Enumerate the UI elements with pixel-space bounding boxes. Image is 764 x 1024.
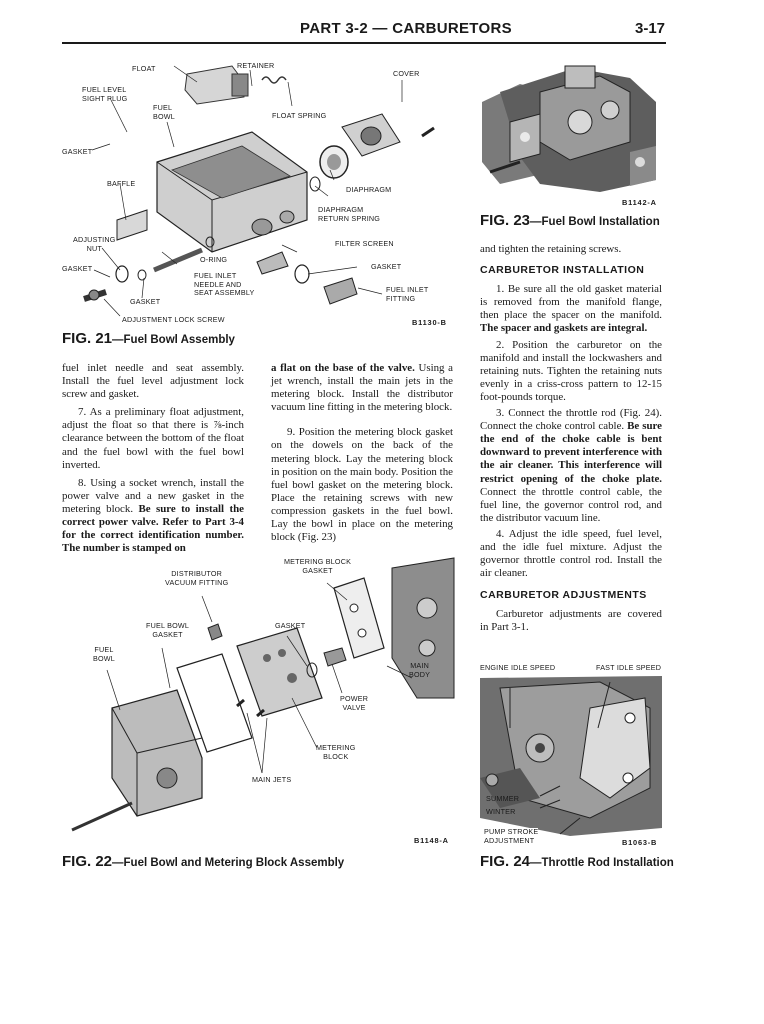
right-para-3: 3. Connect the throttle rod (Fig. 24). Connect the choke control cable. Be sure the end of the choke cable is bent downward to prevent interference with the air cleaner. This interference will restrict opening of the choke plate. Connect the throttle control cable, the fuel line, the governor control rod, and the distributor vacuum line.	[480, 407, 663, 524]
fig22-caption: FIG. 22—Fuel Bowl and Metering Block Assembly	[62, 853, 345, 870]
label-adjusting-nut: ADJUSTING NUT	[73, 235, 116, 253]
label-gasket-right: GASKET	[371, 262, 402, 271]
label-metering-block: METERING BLOCK	[316, 743, 356, 761]
label-gasket-bottom: GASKET	[130, 297, 161, 306]
label-engine-idle-speed: ENGINE IDLE SPEED	[480, 663, 556, 672]
section-carburetor-adjustments: CARBURETOR ADJUSTMENTS	[480, 589, 647, 602]
label-filter-screen: FILTER SCREEN	[335, 239, 394, 248]
right-para-5: Carburetor adjustments are covered in Part 3-1.	[480, 608, 662, 634]
mid-para-9: 9. Position the metering block gasket on the dowels on the back of the metering block. Lay the metering block in position on the main body. Position the fuel bowl gasket on the metering block. Place the retaining screws with new compression gaskets in the fuel bowl. Lay the bowl in place on the metering block (Fig. 23)	[271, 426, 453, 544]
label-fuel-inlet-needle-seat: FUEL INLET NEEDLE AND SEAT ASSEMBLY	[194, 271, 255, 298]
fig23-photo	[480, 62, 660, 194]
fig23-code: B1142-A	[622, 198, 657, 207]
label-pump-stroke-adjustment: PUMP STROKE ADJUSTMENT	[484, 827, 539, 845]
label-fuel-level-sight-plug: FUEL LEVEL SIGHT PLUG	[82, 85, 128, 103]
fig24-caption: FIG. 24—Throttle Rod Installation	[480, 853, 674, 870]
label-gasket-top: GASKET	[62, 147, 93, 156]
section-carburetor-installation: CARBURETOR INSTALLATION	[480, 264, 645, 277]
label-distributor-vacuum-fitting: DISTRIBUTOR VACUUM FITTING	[165, 569, 229, 587]
right-column-text	[480, 243, 662, 635]
fig21-caption: FIG. 21—Fuel Bowl Assembly	[62, 330, 235, 347]
fig23-caption: FIG. 23—Fuel Bowl Installation	[480, 212, 660, 229]
right-para-2: 2. Position the carburetor on the manifold and install the lockwashers and retaining nuts. Tighten the retaining nuts evenly in a criss-cross pattern to 12-15 foot-pounds torque.	[480, 338, 662, 403]
label-main-jets: MAIN JETS	[252, 775, 292, 784]
mid-para-1: a flat on the base of the valve. Using a jet wrench, install the main jets in the metering block. Install the distributor vacuum line fitting in the metering block.	[271, 362, 453, 414]
header-rule	[62, 42, 666, 44]
label-float-spring: FLOAT SPRING	[272, 111, 327, 120]
label-gasket-22: GASKET	[275, 621, 306, 630]
fig21-code: B1130-B	[412, 318, 447, 327]
label-gasket-left: GASKET	[62, 264, 93, 273]
label-summer: SUMMER	[486, 794, 520, 803]
page-number: 3-17	[635, 20, 666, 37]
label-diaphragm-return-spring: DIAPHRAGM RETURN SPRING	[318, 205, 381, 223]
fig22-code: B1148-A	[414, 836, 449, 845]
label-main-body: MAIN BODY	[409, 661, 431, 679]
label-fast-idle-speed: FAST IDLE SPEED	[596, 663, 662, 672]
label-fuel-bowl: FUEL BOWL	[153, 103, 175, 121]
right-para-1: 1. Be sure all the old gasket material is removed from the manifold flange, then place the spacer on the manifold. The spacer and gaskets are integral.	[480, 283, 662, 335]
left-para-1: fuel inlet needle and seat assembly. Install the fuel level adjustment lock screw and gasket.	[62, 362, 244, 401]
left-para-7: 7. As a preliminary float adjustment, adjust the float so that there is ⅞-inch clearance between the bottom of the float and the fuel bowl with the fuel bowl inverted.	[62, 406, 244, 471]
left-column-text	[62, 362, 244, 555]
left-para-8: 8. Using a socket wrench, install the power valve and a new gasket in the metering block. Be sure to install the correct power valve. Refer to Part 3-4 for the correct identification number. The number is stamped on	[62, 476, 244, 555]
page-header-title: PART 3-2 — CARBURETORS	[300, 20, 512, 37]
label-o-ring: O-RING	[200, 255, 228, 264]
label-cover: COVER	[393, 69, 420, 78]
float-part	[185, 66, 248, 104]
label-winter: WINTER	[486, 807, 516, 816]
label-fuel-bowl-gasket: FUEL BOWL GASKET	[146, 621, 190, 639]
label-diaphragm: DIAPHRAGM	[346, 185, 392, 194]
label-float: FLOAT	[132, 64, 156, 73]
fig22-illustration	[62, 548, 462, 848]
label-retainer: RETAINER	[237, 61, 275, 70]
label-fuel-bowl-22: FUEL BOWL	[93, 645, 115, 663]
label-adjustment-lock-screw: ADJUSTMENT LOCK SCREW	[122, 315, 225, 324]
middle-column-text	[271, 362, 453, 544]
label-fuel-inlet-fitting: FUEL INLET FITTING	[386, 285, 429, 303]
fuel-bowl-part	[157, 132, 307, 252]
label-metering-block-gasket: METERING BLOCK GASKET	[284, 557, 352, 575]
right-para-0: and tighten the retaining screws.	[480, 243, 622, 255]
fig24-code: B1063-B	[622, 838, 658, 847]
right-para-4: 4. Adjust the idle speed, fuel level, and the idle fuel mixture. Adjust the governor throttle control rod. Install the air cleaner.	[480, 527, 662, 580]
label-baffle: BAFFLE	[107, 179, 136, 188]
label-power-valve: POWER VALVE	[340, 694, 369, 712]
